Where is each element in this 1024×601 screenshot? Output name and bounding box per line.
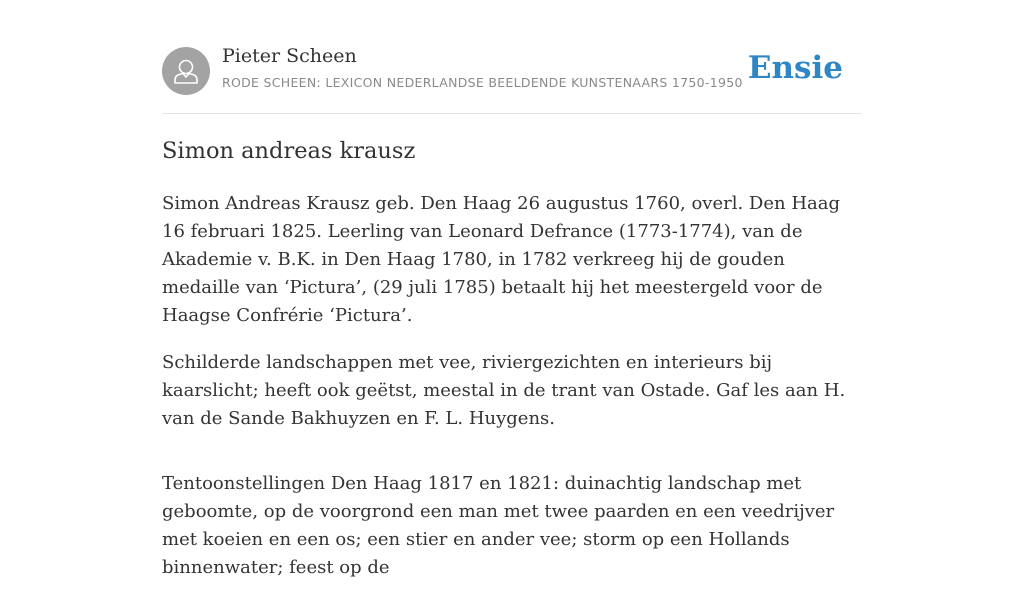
article-title: Simon andreas krausz bbox=[162, 138, 416, 164]
article-body bbox=[162, 190, 862, 601]
brand-logo[interactable]: Ensie bbox=[747, 50, 843, 86]
author-avatar[interactable] bbox=[162, 47, 210, 95]
article-header bbox=[162, 0, 862, 114]
article-paragraph: Tentoonstellingen Den Haag 1817 en 1821: duinachtig landschap met geboomte, op de voorgrond een man met twee paarden en een veedrijver met koeien en een os; een stier en ander vee; storm op een Hollands binnenwater; feest op de bbox=[162, 473, 835, 578]
author-name[interactable]: Pieter Scheen bbox=[222, 45, 357, 67]
source-label[interactable]: RODE SCHEEN: LEXICON NEDERLANDSE BEELDENDE KUNSTENAARS 1750-1950 bbox=[222, 75, 743, 90]
user-avatar-icon bbox=[162, 47, 210, 95]
article-container bbox=[162, 0, 862, 578]
article-paragraph: Schilderde landschappen met vee, riviergezichten en interieurs bij kaarslicht; heeft ook geëtst, meestal in de trant van Ostade. Gaf les aan H. van de Sande Bakhuyzen en F. L. Huygens. bbox=[162, 352, 846, 429]
article-paragraph: Simon Andreas Krausz geb. Den Haag 26 augustus 1760, overl. Den Haag 16 februari 1825. Leerling van Leonard Defrance (1773-1774), van de Akademie v. B.K. in Den Haag 1780, in 1782 verkreeg hij de gouden medaille van ‘Pictura’, (29 juli 1785) betaalt hij het meestergeld voor de Haagse Confrérie ‘Pictura’. bbox=[162, 193, 841, 326]
